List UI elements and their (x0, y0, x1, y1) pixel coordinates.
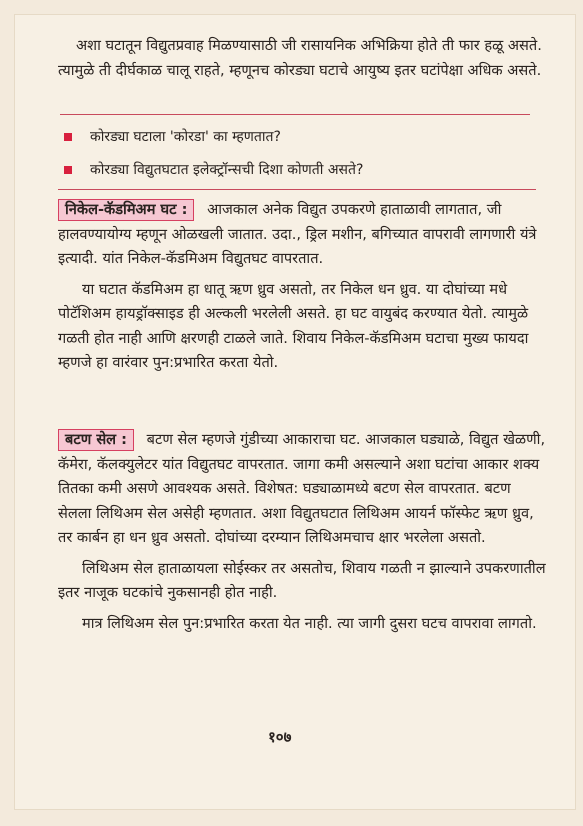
button-cell-para3: मात्र लिथिअम सेल पुन:प्रभारित करता येत नाही. त्या जागी दुसरा घटच वापरावा लागतो. (82, 614, 537, 632)
intro-text: अशा घटातून विद्युतप्रवाह मिळण्यासाठी जी रासायनिक अभिक्रिया होते ती फार हळू असते. त्यामुळे ती दीर्घकाळ चालू राहते, म्हणूनच कोरड्या घटाचे आयुष्य इतर घटांपेक्षा अधिक असते. (58, 37, 542, 79)
intro-paragraph (58, 34, 548, 83)
nickel-section (58, 198, 548, 382)
button-cell-text: बटण सेल म्हणजे गुंडीच्या आकाराचा घट. आजकाल घड्याळे, विद्युत खेळणी, कॅमेरा, कॅलक्युलेटर यांत विद्युतघट वापरतात. जागा कमी असल्याने अशा घटांचा आकार शक्य तितका कमी असणे आवश्यक असते. विशेषत: घड्याळामध्ये बटण सेल वापरतात. बटण सेलला लिथिअम सेल असेही म्हणतात. अशा विद्युतघटात लिथिअम आयर्न फॉस्फेट ऋण ध्रुव, तर कार्बन हा धन ध्रुव असतो. दोघांच्या दरम्यान लिथिअमचाच क्षार भरलेला असतो. (58, 431, 546, 546)
question-2 (64, 160, 363, 179)
page-number: १०७ (268, 728, 292, 746)
bullet-icon (64, 166, 72, 174)
nickel-para2: या घटात कॅडमिअम हा धातू ऋण ध्रुव असतो, तर निकेल धन ध्रुव. या दोघांच्या मधे पोटॅशिअम हायड्रॉक्साइड ही अल्कली भरलेली असते. हा घट वायुबंद करण्यात येतो. त्यामुळे गळती होत नाही आणि क्षरणही टाळले जाते. शिवाय निकेल-कॅडमिअम घटाचा मुख्य फायदा म्हणजे हा वारंवार पुन:प्रभारित करता येतो. (58, 280, 529, 371)
divider-bottom (58, 189, 536, 190)
divider-top (60, 114, 530, 115)
question-2-text: कोरड्या विद्युतघटात इलेक्ट्रॉन्सची दिशा कोणती असते? (90, 162, 364, 178)
bullet-icon (64, 133, 72, 141)
nickel-text: आजकाल अनेक विद्युत उपकरणे हाताळावी लागतात, जी हालवण्यायोग्य म्हणून ओळखली जातात. उदा., ड्रिल मशीन, बगिच्यात वापरावी लागणारी यंत्रे इत्यादी. यांत निकेल-कॅडमिअम विद्युतघट वापरतात. (58, 201, 537, 267)
nickel-heading: निकेल-कॅडमिअम घट : (58, 199, 194, 221)
question-1-text: कोरड्या घटाला 'कोरडा' का म्हणतात? (90, 129, 281, 145)
button-cell-section (58, 428, 548, 642)
button-cell-para2: लिथिअम सेल हाताळायला सोईस्कर तर असतोच, शिवाय गळती न झाल्याने उपकरणातील इतर नाजूक घटकांचे नुकसानही होत नाही. (58, 559, 546, 601)
question-1 (64, 127, 281, 146)
button-cell-heading: बटण सेल : (58, 429, 134, 451)
